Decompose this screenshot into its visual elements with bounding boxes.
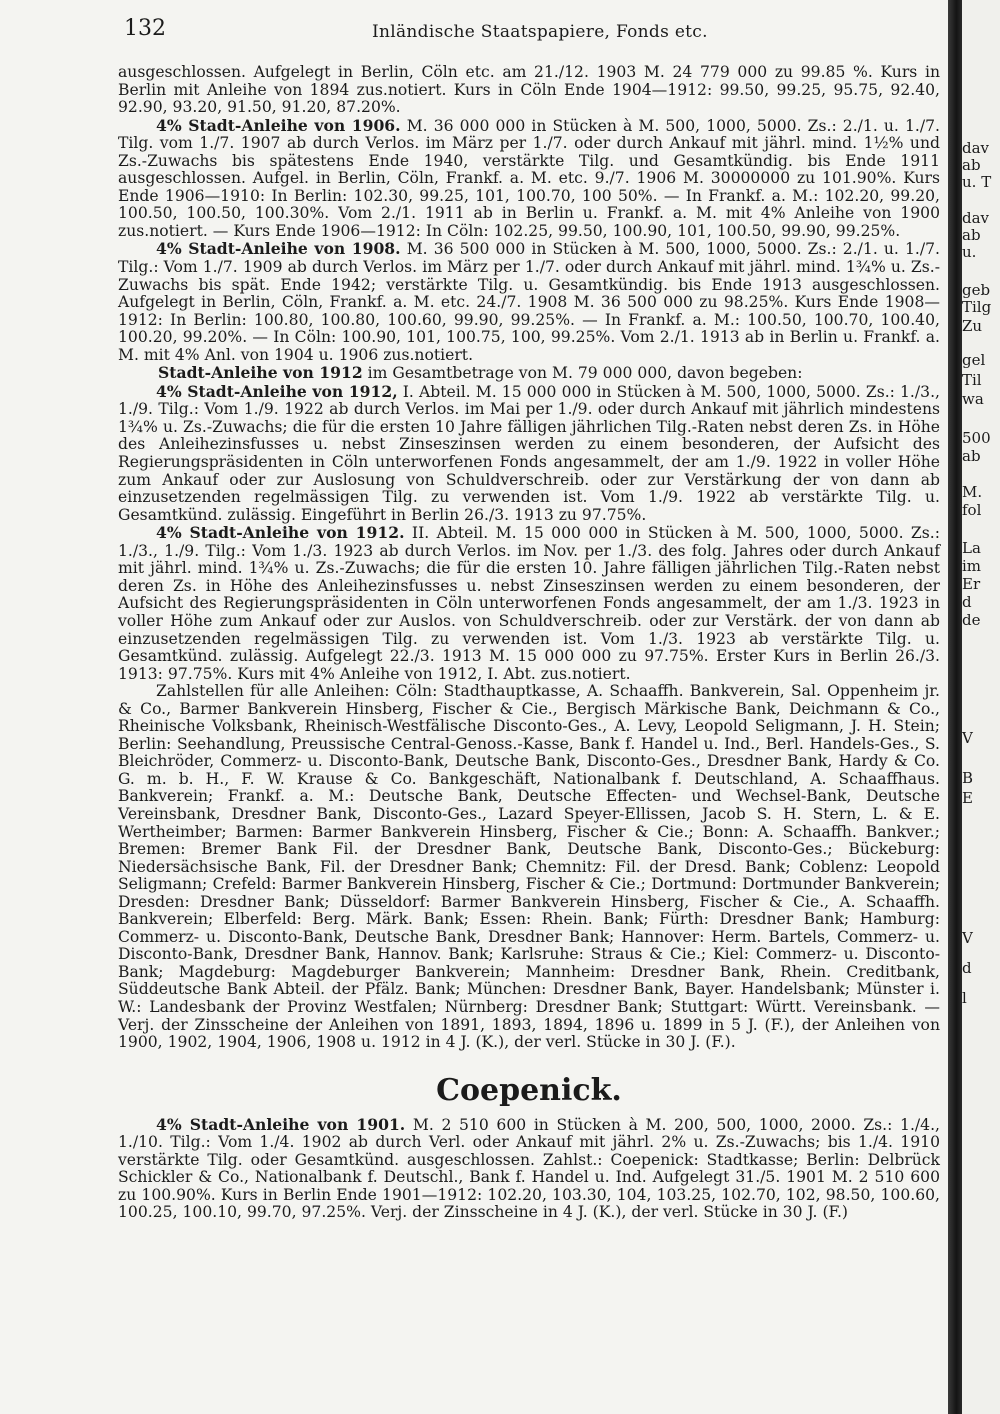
facing-page-fragment: Tilg xyxy=(962,298,992,316)
paragraph-coepenick-anleihe-1901 xyxy=(118,1116,940,1222)
facing-page-fragment: La xyxy=(962,539,981,557)
paragraph-anleihe-1912-total xyxy=(118,364,940,383)
facing-page-fragment: ab xyxy=(962,226,981,244)
paragraph-text: Zahlstellen für alle Anleihen: Cöln: Stadthauptkasse, A. Schaaffh. Bankverein, Sal. Oppenheim jr. & Co., Barmer Bankverein Hinsberg, Fischer & Cie., Bergisch Märkische Bank, Deichmann & Co., Rheinische Volksbank, Rheinisch-Westfälische Disconto-Ges., A. Levy, Leopold Seligmann, J. H. Stein; Berlin: Seehandlung, Preussische Central-Genoss.-Kasse, Bank f. Handel u. Ind., Berl. Handels-Ges., S. Bleichröder, Commerz- u. Disconto-Bank, Deutsche Bank, Disconto-Ges., Dresdner Bank, Hardy & Co. G. m. b. H., F. W. Krause & Co. Bankgeschäft, Nationalbank f. Deutschland, A. Schaaffhaus. Bankverein; Frankf. a. M.: Deutsche Bank, Deutsche Effecten- und Wechsel-Bank, Deutsche Vereinsbank, Dresdner Bank, Disconto-Ges., Lazard Speyer-Ellissen, Jacob S. H. Stern, L. & E. Wertheimber; Barmen: Barmer Bankverein Hinsberg, Fischer & Cie.; Bonn: A. Schaaffh. Bankver.; Bremen: Bremer Bank Fil. der Dresdner Bank, Deutsche Bank, Disconto-Ges.; Bückeburg: Niedersächsische Bank, Fil. der Dresdner Bank; Chemnitz: Fil. der Dresd. Bank; Coblenz: Leopold Seligmann; Crefeld: Barmer Bankverein Hinsberg, Fischer & Cie.; Dortmund: Dortmunder Bankverein; Dresden: Dresdner Bank; Düsseldorf: Barmer Bankverein Hinsberg, Fischer & Cie., A. Schaaffh. Bankverein; Elberfeld: Berg. Märk. Bank; Essen: Rhein. Bank; Fürth: Dresdner Bank; Hamburg: Commerz- u. Disconto-Bank, Deutsche Bank, Dresdner Bank; Hannover: Herm. Bartels, Commerz- u. Disconto-Bank, Dresdner Bank, Hannov. Bank; Karlsruhe: Straus & Cie.; Kiel: Commerz- u. Disconto-Bank; Magdeburg: Magdeburger Bankverein; Mannheim: Dresdner Bank, Rhein. Creditbank, Süddeutsche Bank Abteil. der Pfälz. Bank; München: Dresdner Bank, Bayer. Handelsbank; Münster i. W.: Landesbank der Provinz Westfalen; Nürnberg: Dresdner Bank; Stuttgart: Württ. Vereinsbank. — Verj. der Zinsscheine der Anleihen von 1891, 1893, 1894, 1896 u. 1899 in 5 J. (F.), der Anleihen von 1900, 1902, 1904, 1906, 1908 u. 1912 in 4 J. (K.), der verl. Stücke in 30 J. (F.). xyxy=(118,682,940,1052)
paragraph-text: II. Abteil. M. 15 000 000 in Stücken à M. 500, 1000, 5000. Zs.: 1./3., 1./9. Tilg.: Vom 1./3. 1923 ab durch Verlos. im Nov. per 1./3. des folg. Jahres oder durch Ankauf mit jährl. mind. 1¾% u. Zs.-Zuwachs; die für die ersten 10. Jahre fälligen jährlichen Tilg.-Raten nebst deren Zs. in Höhe des Anleihezinsfusses u. nebst Zinseszinsen werden zu einem besonderen, der Aufsicht des Regierungspräsidenten in Cöln unterworfenen Fonds angesammelt, der am 1./3. 1923 in voller Höhe zum Ankauf oder zur Auslos. von Schuldverschreib. oder zur Verstärk. der von dann ab einzusetzenden regelmässigen Tilg. zu verwenden ist. Vom 1./3. 1923 ab verstärkte Tilg. u. Gesamtkünd. zulässig. Aufgelegt 22./3. 1913 M. 15 000 000 zu 97.75%. Erster Kurs in Berlin 26./3. 1913: 97.75%. Kurs mit 4% Anleihe von 1912, I. Abt. zus.notiert. xyxy=(118,524,940,683)
paragraph-lead: 4% Stadt-Anleihe von 1912, xyxy=(156,381,398,401)
paragraph-text: ausgeschlossen. Aufgelegt in Berlin, Cöln etc. am 21./12. 1903 M. 24 779 000 zu 99.85 %. Kurs in Berlin mit Anleihe von 1894 zus.notiert. Kurs in Cöln Ende 1904—1912: 99.50, 99.25, 95.75, 92.40, 92.90, 93.20, 91.50, 91.20, 87.20%. xyxy=(118,63,940,117)
body-text xyxy=(118,64,940,1222)
paragraph-lead: 4% Stadt-Anleihe von 1908. xyxy=(156,239,401,259)
paragraph-lead: 4% Stadt-Anleihe von 1906. xyxy=(156,115,401,135)
paragraph-anleihe-1912-abteil-2 xyxy=(118,524,940,683)
paragraph-text: M. 36 500 000 in Stücken à M. 500, 1000, 5000. Zs.: 2./1. u. 1./7. Tilg.: Vom 1./7. 1909 ab durch Verlos. im März per 1./7. oder durch Ankauf mit jährl. mind. 1¾% u. Zs.-Zuwachs bis spät. Ende 1942; verstärkte Tilg. u. Gesamtkündig. bis Ende 1913 ausgeschlossen. Aufgelegt in Berlin, Cöln, Frankf. a. M. etc. 24./7. 1908 M. 36 500 000 zu 98.25%. Kurs Ende 1908—1912: In Berlin: 100.80, 100.80, 100.60, 99.90, 99.25%. — In Frankf. a. M.: 100.50, 100.70, 100.40, 100.20, 99.20%. — In Cöln: 100.90, 101, 100.75, 100, 99.25%. Vom 2./1. 1913 ab in Berlin u. Frankf. a. M. mit 4% Anl. von 1904 u. 1906 zus.notiert. xyxy=(118,240,940,364)
paragraph-text: im Gesamtbetrage von M. 79 000 000, davon begeben: xyxy=(367,364,803,383)
facing-page-fragment: fol xyxy=(962,501,982,519)
facing-page-fragment: ab xyxy=(962,447,981,465)
facing-page-fragment: V xyxy=(962,729,973,747)
paragraph-lead: Stadt-Anleihe von 1912 xyxy=(158,363,363,383)
facing-page-fragment: dav xyxy=(962,209,990,227)
facing-page-fragment: d xyxy=(962,959,972,977)
facing-page-fragment: V xyxy=(962,929,973,947)
paragraph-text: I. Abteil. M. 15 000 000 in Stücken à M. 500, 1000, 5000. Zs.: 1./3., 1./9. Tilg.: Vom 1./9. 1922 ab durch Verlos. im Mai per 1./9. oder durch Ankauf mit jährlich mindestens 1¾% u. Zs.-Zuwachs; die für die ersten 10 Jahre fälligen jährlichen Tilg.-Raten nebst deren Zs. in Höhe des Anleihezinsfusses u. nebst Zinseszinsen werden zu einem besonderen, der Aufsicht des Regierungspräsidenten in Cöln unterworfenen Fonds angesammelt, der am 1./9. 1922 in voller Höhe zum Ankauf oder zur Auslosung von Schuldverschreib. oder zur Verstärkung der von dann ab einzusetzenden regelmässigen Tilg. zu verwenden ist. Vom 1./9. 1922 ab verstärkte Tilg. u. Gesamtkünd. zulässig. Eingeführt in Berlin 26./3. 1913 zu 97.75%. xyxy=(118,382,940,524)
facing-page-fragment: d xyxy=(962,593,972,611)
paragraph-anleihe-1906 xyxy=(118,117,940,241)
paragraph-zahlstellen xyxy=(118,683,940,1051)
facing-page-fragment: de xyxy=(962,611,981,629)
paragraph-kurs-1894 xyxy=(118,64,940,117)
paragraph-anleihe-1908 xyxy=(118,240,940,364)
facing-page-fragment: E xyxy=(962,789,973,807)
facing-page-fragment: Zu xyxy=(962,317,983,335)
page-header xyxy=(124,16,934,46)
paragraph-anleihe-1912-abteil-1 xyxy=(118,383,940,524)
facing-page-fragment: ab xyxy=(962,156,981,174)
facing-page-fragment: 500 xyxy=(962,429,991,447)
facing-page-fragment: M. xyxy=(962,483,983,501)
paragraph-lead: 4% Stadt-Anleihe von 1901. xyxy=(156,1114,406,1134)
facing-page-fragment: geb xyxy=(962,281,991,299)
facing-page-edge xyxy=(962,0,1000,1414)
facing-page-fragment: wa xyxy=(962,390,984,408)
facing-page-fragment: dav xyxy=(962,139,990,157)
facing-page-fragment: Til xyxy=(962,371,982,389)
facing-page-fragment: B xyxy=(962,769,974,787)
facing-page-fragment: l xyxy=(962,989,967,1007)
running-head: Inländische Staatspapiere, Fonds etc. xyxy=(372,22,708,42)
facing-page-fragment: u. xyxy=(962,243,977,261)
facing-page-fragment: u. T xyxy=(962,173,992,191)
page-number: 132 xyxy=(124,16,166,41)
book-gutter xyxy=(948,0,962,1414)
paragraph-lead: 4% Stadt-Anleihe von 1912. xyxy=(156,523,405,543)
facing-page-fragment: im xyxy=(962,557,982,575)
paragraph-text: M. 2 510 600 in Stücken à M. 200, 500, 1000, 2000. Zs.: 1./4., 1./10. Tilg.: Vom 1./4. 1902 ab durch Verl. oder Ankauf mit jährl. 2% u. Zs.-Zuwachs; bis 1./4. 1910 verstärkte Tilg. oder Gesamtkünd. ausgeschlossen. Zahlst.: Coepenick: Stadtkasse; Berlin: Delbrück Schickler & Co., Nationalbank f. Deutschl., Bank f. Handel u. Ind. Aufgelegt 31./5. 1901 M. 2 510 600 zu 100.90%. Kurs in Berlin Ende 1901—1912: 102.20, 103.30, 104, 103.25, 102.70, 102, 98.50, 100.60, 100.25, 100.10, 99.70, 97.25%. Verj. der Zinsscheine in 4 J. (K.), der verl. Stücke in 30 J. (F.) xyxy=(118,1115,940,1222)
section-heading-coepenick: Coepenick. xyxy=(436,1072,622,1108)
paragraph-text: M. 36 000 000 in Stücken à M. 500, 1000, 5000. Zs.: 2./1. u. 1./7. Tilg. vom 1./7. 1907 ab durch Verlos. im März per 1./7. oder durch Ankauf mit jährl. mind. 1½% und Zs.-Zuwachs bis spätestens Ende 1940, verstärkte Tilg. und Gesamtkündig. bis Ende 1911 ausgeschlossen. Aufgel. in Berlin, Cöln, Frankf. a. M. etc. 9./7. 1906 M. 30000000 zu 101.90%. Kurs Ende 1906—1910: In Berlin: 102.30, 99.25, 101, 100.70, 100 50%. — In Frankf. a. M.: 102.20, 99.20, 100.50, 100.50, 100.30%. Vom 2./1. 1911 ab in Berlin u. Frankf. a. M. mit 4% Anleihe von 1900 zus.notiert. — Kurs Ende 1906—1912: In Cöln: 102.25, 99.50, 100.90, 101, 100.50, 99.90, 99.25%. xyxy=(118,116,940,240)
facing-page-fragment: Er xyxy=(962,575,981,593)
facing-page-fragment: gel xyxy=(962,351,986,369)
